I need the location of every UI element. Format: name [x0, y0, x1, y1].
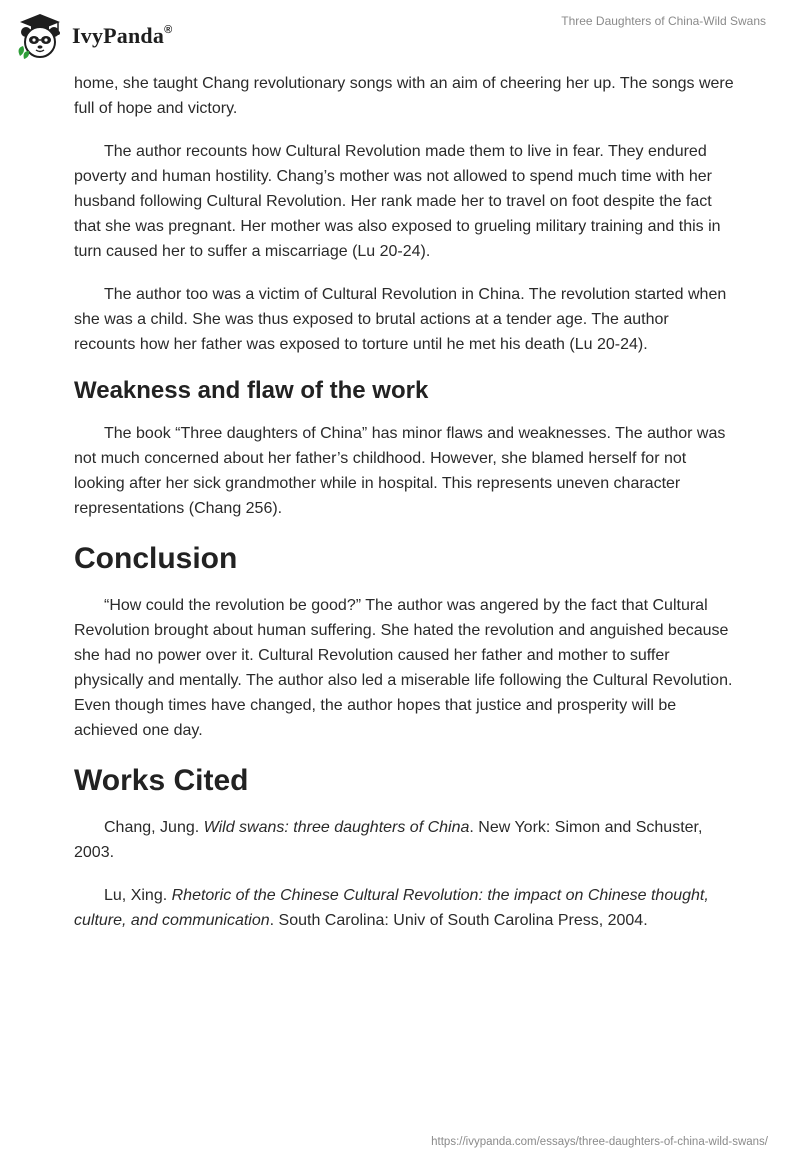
citation-entry: Chang, Jung. Wild swans: three daughters of China. New York: Simon and Schuster, 2003.: [74, 819, 703, 861]
section-heading-weakness: Weakness and flaw of the work: [74, 377, 429, 404]
citation-title: Rhetoric of the Chinese Cultural Revolution: the impact on Chinese thought, culture, and communication: [74, 887, 709, 929]
brand-name: IvyPanda®: [72, 23, 173, 48]
ivypanda-logo[interactable]: [14, 10, 172, 62]
paragraph: “How could the revolution be good?” The author was angered by the fact that Cultural Revolution brought about human suffering. She hated the revolution and anguished because she had no power over it. Cultural Revolution caused her father and mother to suffer physically and mentally. The author also led a miserable life following the Cultural Revolution. Even though times have changed, the author hopes that justice and prosperity will be achieved one day.: [74, 597, 733, 739]
paragraph: The author too was a victim of Cultural Revolution in China. The revolution started when she was a child. She was thus exposed to brutal actions at a tender age. The author recounts how her father was exposed to torture until he met his death (Lu 20-24).: [74, 286, 727, 353]
section-heading-conclusion: Conclusion: [74, 542, 238, 575]
source-url-link[interactable]: https://ivypanda.com/essays/three-daughters-of-china-wild-swans/: [431, 1136, 768, 1148]
citation-entry: Lu, Xing. Rhetoric of the Chinese Cultural Revolution: the impact on Chinese thought, culture, and communication. South Carolina: Univ of South Carolina Press, 2004.: [74, 887, 709, 929]
document-title: Three Daughters of China-Wild Swans: [561, 14, 766, 28]
paragraph: home, she taught Chang revolutionary songs with an aim of cheering her up. The songs were full of hope and victory.: [74, 75, 734, 117]
paragraph: The book “Three daughters of China” has minor flaws and weaknesses. The author was not much concerned about her father’s childhood. However, she blamed herself for not looking after her sick grandmother while in hospital. This represents uneven character representations (Chang 256).: [74, 425, 726, 517]
citation-title: Wild swans: three daughters of China: [203, 819, 470, 836]
page-header: [0, 0, 800, 70]
section-heading-works-cited: Works Cited: [74, 764, 249, 797]
paragraph: The author recounts how Cultural Revolution made them to live in fear. They endured poverty and human hostility. Chang’s mother was not allowed to spend much time with her husband following Cultural Revolution. Her rank made her to travel on foot despite the fact that she was pregnant. Her mother was also exposed to grueling military training and this in turn caused her to suffer a miscarriage (Lu 20-24).: [74, 143, 721, 260]
panda-mascot-icon: [14, 10, 66, 62]
essay-content: [74, 71, 734, 951]
